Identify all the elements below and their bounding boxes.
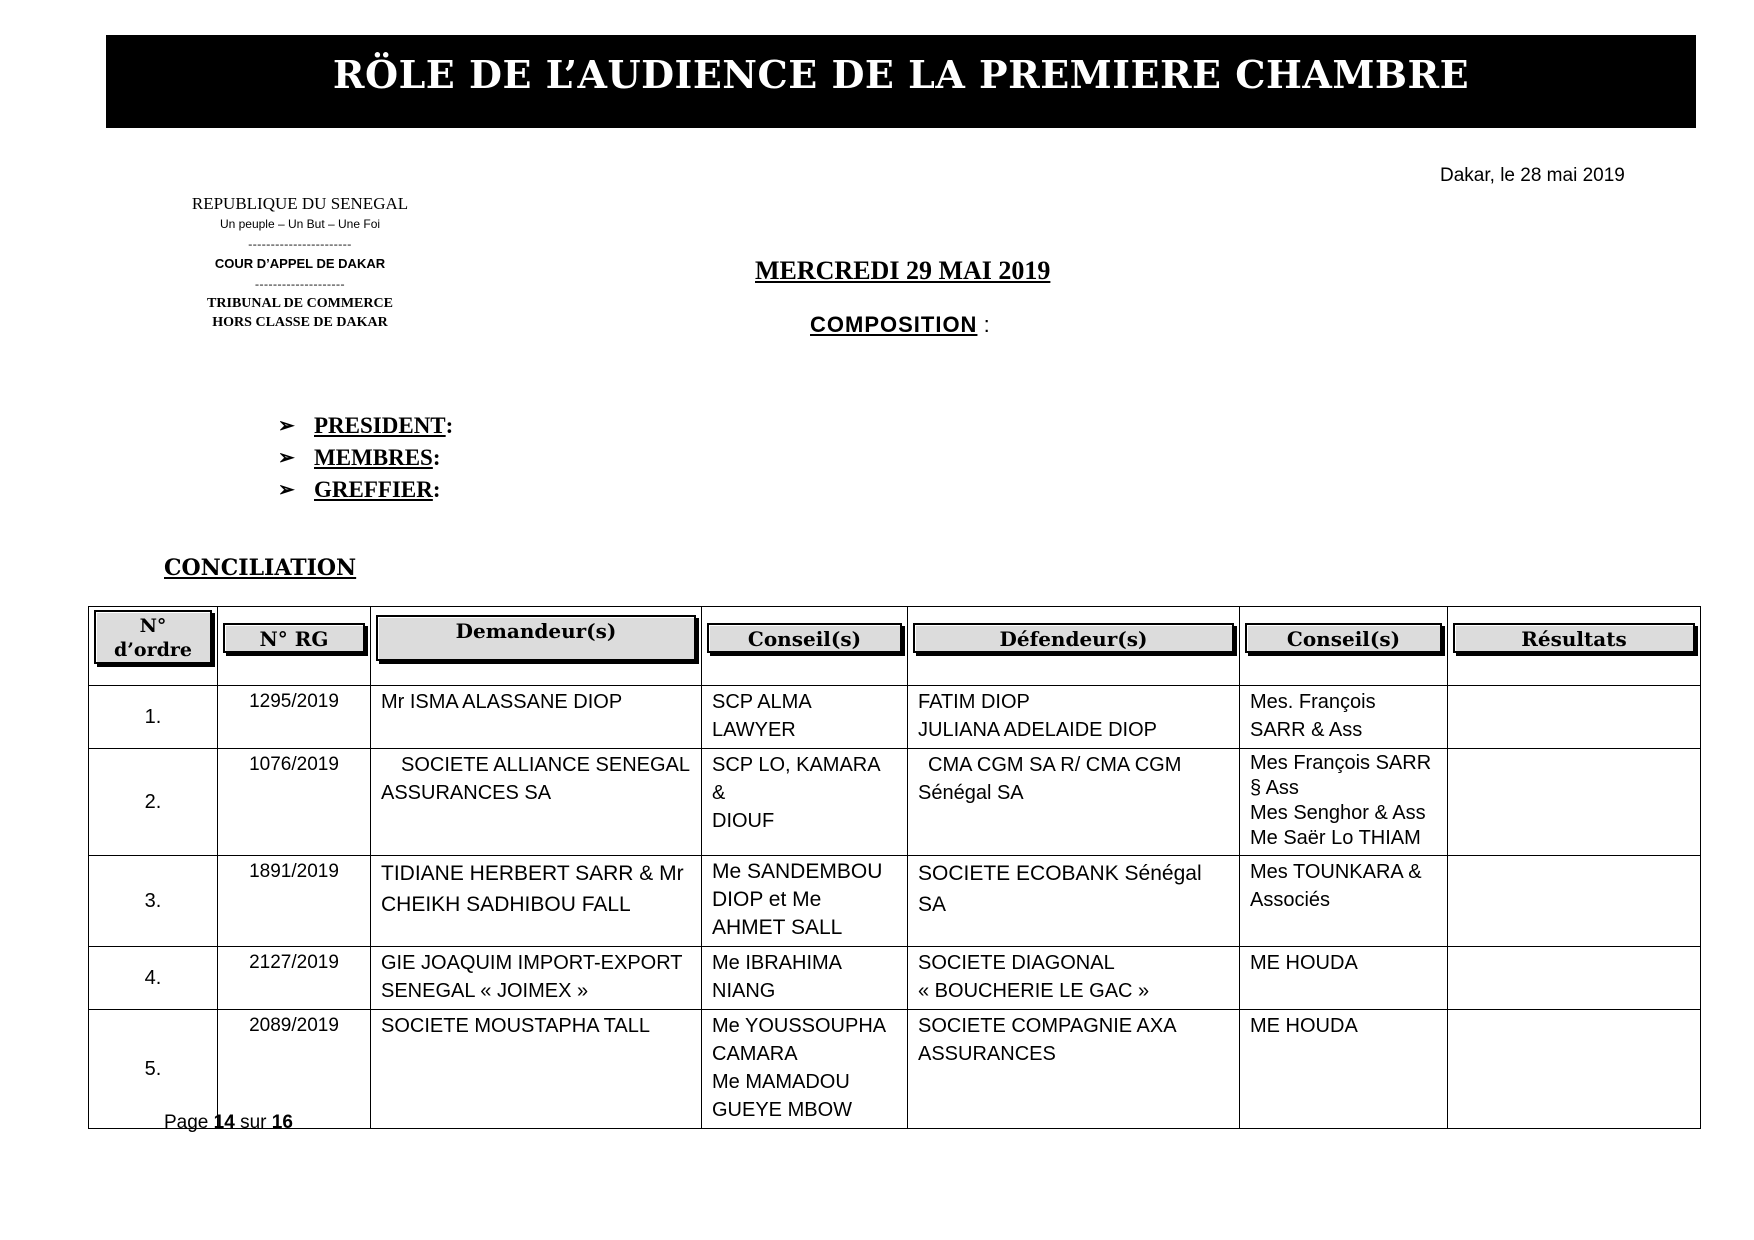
- cell-conseil: [702, 1010, 908, 1129]
- page-footer: [164, 1112, 293, 1134]
- header-cell-conseil: [1240, 607, 1448, 686]
- cell-defendeur: [908, 947, 1240, 1010]
- table-row: [89, 856, 1701, 947]
- cell-ordre: 5.: [89, 1010, 218, 1129]
- demandeur-line: Mr ISMA ALASSANE DIOP: [381, 691, 623, 713]
- conseil-line: AHMET SALL: [712, 916, 843, 939]
- demandeur-line: ASSURANCES SA: [381, 782, 552, 804]
- hearing-roll-table: [88, 606, 1701, 1129]
- letterhead-separator: --------------------: [255, 277, 345, 291]
- arrow-bullet-icon: ➢: [278, 447, 295, 469]
- defendeur-line: « BOUCHERIE LE GAC »: [918, 980, 1150, 1002]
- cell-defendeur: [908, 1010, 1240, 1129]
- section-title: CONCILIATION: [164, 555, 357, 581]
- cell-demandeur: [371, 686, 702, 749]
- defendeur-line: SOCIETE ECOBANK Sénégal: [918, 862, 1202, 885]
- cell-resultats: [1448, 686, 1701, 749]
- conseil-line: Me IBRAHIMA: [712, 952, 843, 974]
- letterhead: [160, 194, 440, 332]
- table-row: [89, 749, 1701, 856]
- role-label: PRESIDENT: [314, 413, 446, 438]
- cell-rg: 1891/2019: [218, 856, 371, 947]
- header-conseil: Conseil(s): [1245, 623, 1442, 653]
- cell-demandeur: [371, 749, 702, 856]
- cell-resultats: [1448, 947, 1701, 1010]
- cell-conseil: [702, 856, 908, 947]
- conseil-line: SARR & Ass: [1250, 719, 1363, 741]
- page-label: Page: [164, 1112, 214, 1133]
- cell-conseil: [702, 686, 908, 749]
- conseil-line: DIOP et Me: [712, 888, 822, 911]
- role-suffix: :: [445, 413, 454, 438]
- conseil-line: CAMARA: [712, 1043, 798, 1065]
- conseil-line: ME HOUDA: [1250, 1015, 1358, 1037]
- cell-defendeur: [908, 856, 1240, 947]
- role-suffix: :: [432, 477, 441, 502]
- cell-conseil: [702, 749, 908, 856]
- defendeur-line: SOCIETE DIAGONAL: [918, 952, 1115, 974]
- role-label: GREFFIER: [314, 477, 433, 502]
- role-item: [278, 410, 453, 442]
- cell-rg: 1076/2019: [218, 749, 371, 856]
- conseil-line: NIANG: [712, 980, 776, 1002]
- conseil-line: Me YOUSSOUPHA: [712, 1015, 887, 1037]
- defendeur-line: JULIANA ADELAIDE DIOP: [918, 719, 1157, 741]
- cell-ordre: 4.: [89, 947, 218, 1010]
- cell-demandeur: [371, 947, 702, 1010]
- header-cell-resultats: [1448, 607, 1701, 686]
- table-row: [89, 686, 1701, 749]
- demandeur-line: SOCIETE ALLIANCE SENEGAL: [401, 754, 690, 776]
- header-conseil: Conseil(s): [707, 623, 902, 653]
- letterhead-court: COUR D’APPEL DE DAKAR: [214, 256, 386, 271]
- cell-conseil: [1240, 856, 1448, 947]
- cell-resultats: [1448, 749, 1701, 856]
- header-box: [94, 610, 212, 664]
- conseil-line: Mes François SARR: [1250, 752, 1432, 774]
- demandeur-line: SENEGAL « JOIMEX »: [381, 980, 589, 1002]
- header-cell-ordre: [89, 607, 218, 686]
- header-defendeur: Défendeur(s): [913, 623, 1234, 653]
- header-cell-demandeur: [371, 607, 702, 686]
- conseil-line: Me SANDEMBOU: [712, 860, 883, 883]
- cell-ordre: 2.: [89, 749, 218, 856]
- arrow-bullet-icon: ➢: [278, 479, 295, 501]
- conseil-line: ME HOUDA: [1250, 952, 1358, 974]
- cell-defendeur: [908, 686, 1240, 749]
- conseil-line: Mes Senghor & Ass: [1250, 802, 1426, 824]
- conseil-line: GUEYE MBOW: [712, 1099, 853, 1121]
- conseil-line: DIOUF: [712, 810, 775, 832]
- session-date: MERCREDI 29 MAI 2019: [755, 256, 1051, 285]
- defendeur-line: SOCIETE COMPAGNIE AXA: [918, 1015, 1177, 1037]
- header-cell-rg: [218, 607, 371, 686]
- demandeur-line: GIE JOAQUIM IMPORT-EXPORT: [381, 952, 683, 974]
- letterhead-tribunal: TRIBUNAL DE COMMERCE: [207, 296, 393, 311]
- header-ordre-line1: N°: [139, 615, 167, 637]
- role-item: [278, 474, 453, 506]
- header-cell-conseil: [702, 607, 908, 686]
- conseil-line: Me MAMADOU: [712, 1071, 850, 1093]
- defendeur-line: SA: [918, 893, 947, 916]
- cell-rg: 2089/2019: [218, 1010, 371, 1129]
- header-cell-defendeur: [908, 607, 1240, 686]
- header-resultats: Résultats: [1453, 623, 1695, 653]
- defendeur-line: CMA CGM SA R/ CMA CGM: [928, 754, 1182, 776]
- table-row: [89, 947, 1701, 1010]
- demandeur-line: TIDIANE HERBERT SARR & Mr: [381, 862, 684, 885]
- document-title: RÖLE DE L’AUDIENCE DE LA PREMIERE CHAMBRE: [332, 52, 1470, 97]
- page-current: 14: [213, 1112, 235, 1133]
- role-label: MEMBRES: [314, 445, 433, 470]
- letterhead-tribunal: HORS CLASSE DE DAKAR: [212, 315, 388, 330]
- defendeur-line: FATIM DIOP: [918, 691, 1030, 713]
- header-demandeur: Demandeur(s): [376, 615, 696, 661]
- cell-conseil: [1240, 947, 1448, 1010]
- cell-ordre: 1.: [89, 686, 218, 749]
- conseil-line: LAWYER: [712, 719, 796, 741]
- defendeur-line: ASSURANCES: [918, 1043, 1056, 1065]
- cell-demandeur: [371, 856, 702, 947]
- composition-suffix: :: [977, 312, 990, 337]
- conseil-line: Mes. François: [1250, 691, 1376, 713]
- cell-rg: 1295/2019: [218, 686, 371, 749]
- arrow-bullet-icon: ➢: [278, 415, 295, 437]
- conseil-line: Mes TOUNKARA &: [1250, 861, 1422, 883]
- cell-defendeur: [908, 749, 1240, 856]
- conseil-line: § Ass: [1250, 777, 1299, 799]
- cell-demandeur: [371, 1010, 702, 1129]
- defendeur-line: Sénégal SA: [918, 782, 1024, 804]
- cell-rg: 2127/2019: [218, 947, 371, 1010]
- conseil-line: SCP ALMA: [712, 691, 812, 713]
- demandeur-line: SOCIETE MOUSTAPHA TALL: [381, 1015, 650, 1037]
- cell-conseil: [1240, 749, 1448, 856]
- composition-heading: [810, 312, 990, 338]
- demandeur-line: CHEIKH SADHIBOU FALL: [381, 893, 631, 916]
- page-total: 16: [271, 1112, 293, 1133]
- cell-resultats: [1448, 1010, 1701, 1129]
- page-separator: sur: [234, 1112, 272, 1133]
- conseil-line: SCP LO, KAMARA &: [712, 754, 880, 804]
- table-row: [89, 1010, 1701, 1129]
- cell-resultats: [1448, 856, 1701, 947]
- letterhead-country: REPUBLIQUE DU SENEGAL: [191, 194, 409, 213]
- date-line: Dakar, le 28 mai 2019: [1440, 165, 1625, 186]
- roles-list: [278, 410, 453, 506]
- header-rg: N° RG: [223, 623, 365, 653]
- letterhead-motto: Un peuple – Un But – Une Foi: [219, 217, 381, 231]
- cell-conseil: [1240, 1010, 1448, 1129]
- conseil-line: Me Saër Lo THIAM: [1250, 827, 1421, 849]
- cell-ordre: 3.: [89, 856, 218, 947]
- composition-label: COMPOSITION: [810, 312, 978, 337]
- cell-conseil: [1240, 686, 1448, 749]
- cell-conseil: [702, 947, 908, 1010]
- title-banner: [106, 35, 1696, 128]
- letterhead-separator: -----------------------: [248, 237, 352, 251]
- conseil-line: Associés: [1250, 889, 1331, 911]
- header-ordre-line2: d’ordre: [114, 639, 192, 661]
- role-item: [278, 442, 453, 474]
- table-header-row: [89, 607, 1701, 686]
- role-suffix: :: [432, 445, 441, 470]
